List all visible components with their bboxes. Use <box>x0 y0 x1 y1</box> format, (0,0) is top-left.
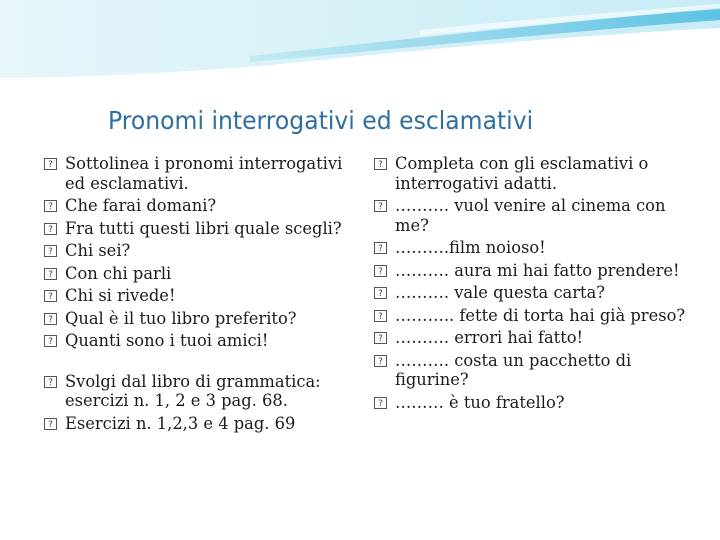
box-question-icon <box>44 158 57 170</box>
box-question-icon <box>374 287 387 299</box>
left-item-text: Svolgi dal libro di grammatica: esercizi n. 1, 2 e 3 pag. 68. <box>65 371 321 410</box>
box-question-icon <box>44 313 57 325</box>
left-item-text: Sottolinea i pronomi interrogativi ed esclamativi. <box>65 154 343 193</box>
box-question-icon <box>374 242 387 254</box>
box-question-icon <box>44 268 57 280</box>
left-item-text: Esercizi n. 1,2,3 e 4 pag. 69 <box>65 413 296 433</box>
box-question-icon <box>44 200 57 212</box>
left-item-text: Che farai domani? <box>65 196 217 215</box>
right-item-text: Completa con gli esclamativi o interrogativi adatti. <box>395 154 649 193</box>
left-item <box>44 414 344 434</box>
left-item-text: Chi si rivede! <box>65 286 176 305</box>
box-question-icon <box>44 290 57 302</box>
left-item-text: Fra tutti questi libri quale scegli? <box>65 218 342 238</box>
left-item-text: Con chi parli <box>65 263 172 283</box>
left-item <box>44 331 344 351</box>
right-column <box>374 154 704 415</box>
box-question-icon <box>44 245 57 257</box>
right-item <box>374 238 704 258</box>
right-item-text: ……….film noioso! <box>395 238 546 257</box>
left-item <box>44 196 344 216</box>
right-item <box>374 261 704 281</box>
right-item <box>374 328 704 348</box>
right-item-text: ………. vale questa carta? <box>395 283 606 302</box>
box-question-icon <box>44 418 57 430</box>
right-item <box>374 306 704 326</box>
box-question-icon <box>374 265 387 277</box>
right-item-text: ………. vuol venire al cinema con me? <box>395 196 666 235</box>
box-question-icon <box>374 310 387 322</box>
right-item-text: ……… è tuo fratello? <box>395 392 565 412</box>
right-item <box>374 351 704 390</box>
right-item-text: ………. aura mi hai fatto prendere! <box>395 260 680 280</box>
right-item-text: ………. errori hai fatto! <box>395 328 584 347</box>
left-column <box>44 154 344 436</box>
header-wave-decoration <box>0 0 720 80</box>
left-item <box>44 309 344 329</box>
box-question-icon <box>374 355 387 367</box>
box-question-icon <box>374 158 387 170</box>
left-item-text: Chi sei? <box>65 241 131 260</box>
box-question-icon <box>44 223 57 235</box>
slide-title: Pronomi interrogativi ed esclamativi <box>108 106 534 135</box>
left-item <box>44 264 344 284</box>
right-item-text: ……….. fette di torta hai già preso? <box>395 305 686 325</box>
left-item <box>44 241 344 261</box>
right-item <box>374 154 704 193</box>
right-item <box>374 196 704 235</box>
box-question-icon <box>374 200 387 212</box>
left-item <box>44 286 344 306</box>
box-question-icon <box>44 335 57 347</box>
left-item-text: Qual è il tuo libro preferito? <box>65 308 297 328</box>
right-item <box>374 283 704 303</box>
box-question-icon <box>44 376 57 388</box>
box-question-icon <box>374 332 387 344</box>
left-item-text: Quanti sono i tuoi amici! <box>65 331 269 350</box>
left-item <box>44 219 344 239</box>
right-item <box>374 393 704 413</box>
left-item <box>44 372 344 411</box>
right-item-text: ………. costa un pacchetto di figurine? <box>395 350 632 389</box>
left-item <box>44 154 344 193</box>
box-question-icon <box>374 397 387 409</box>
